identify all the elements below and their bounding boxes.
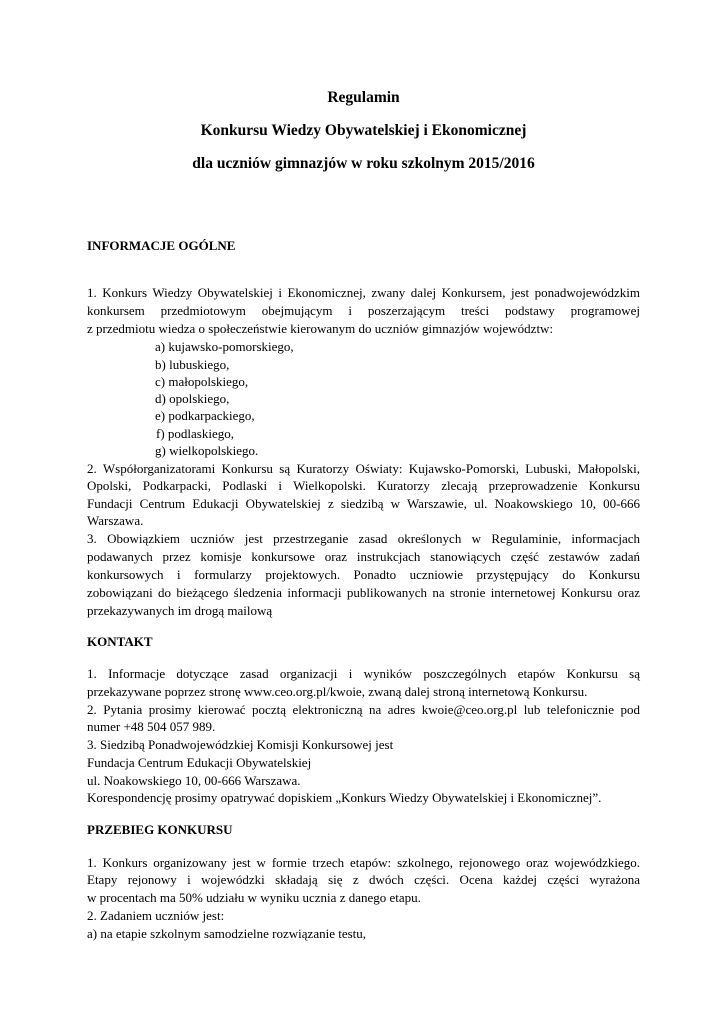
paragraph-line: 1. Informacje dotyczące zasad organizacji i wyników poszczególnych etapów Konkursu są <box>87 666 640 681</box>
list-item: d) opolskiego, <box>155 391 230 406</box>
list-item: e) podkarpackiego, <box>155 408 255 423</box>
paragraph-line: z przedmiotu wiedza o społeczeństwie kierowanym do uczniów gimnazjów województw: <box>87 321 554 336</box>
list-item: f) podlaskiego, <box>156 426 234 441</box>
title-line-1: Regulamin <box>327 89 400 106</box>
paragraph-line: 2. Zadaniem uczniów jest: <box>87 908 225 923</box>
paragraph-line: w procentach ma 50% udziału w wyniku ucznia z danego etapu. <box>87 890 421 905</box>
paragraph-line: zobowiązani do bieżącego śledzenia informacji publikowanych na stronie internetowej Konkursu oraz <box>87 585 640 600</box>
paragraph-line: 2. Pytania prosimy kierować pocztą elektroniczną na adres kwoie@ceo.org.pl lub telefonicznie pod <box>87 702 640 717</box>
list-item: g) wielkopolskiego. <box>155 443 259 458</box>
heading-contact: KONTAKT <box>87 634 153 649</box>
heading-course: PRZEBIEG KONKURSU <box>87 822 233 837</box>
paragraph-line: konkursem przedmiotowym obejmującym i poszerzającym treści podstawy programowej <box>87 303 640 318</box>
paragraph-line: 3. Siedzibą Ponadwojewódzkiej Komisji Konkursowej jest <box>87 737 394 752</box>
paragraph-line: 1. Konkurs Wiedzy Obywatelskiej i Ekonomicznej, zwany dalej Konkursem, jest ponadwojewódzkim <box>87 285 640 300</box>
paragraph-line: a) na etapie szkolnym samodzielne rozwiązanie testu, <box>87 926 367 941</box>
paragraph-line: Warszawa. <box>87 513 144 528</box>
paragraph-line: Etapy rejonowy i wojewódzki składają się z dwóch części. Ocena każdej części wyrażona <box>87 872 640 887</box>
paragraph-line: Fundacja Centrum Edukacji Obywatelskiej <box>87 755 312 770</box>
paragraph-line: Opolski, Podkarpacki, Podlaski i Wielkopolski. Kuratorzy zlecają przeprowadzenie Konkursu <box>87 478 640 493</box>
paragraph-line: numer +48 504 057 989. <box>87 719 216 734</box>
title-line-3: dla uczniów gimnazjów w roku szkolnym 2015/2016 <box>192 155 535 172</box>
paragraph-line: konkursowych i formularzy projektowych. Ponadto uczniowie przystępujący do Konkursu <box>87 567 640 582</box>
paragraph-line: przekazywanych im drogą mailową <box>87 603 273 618</box>
heading-general-info: INFORMACJE OGÓLNE <box>87 238 236 253</box>
paragraph-line: podawanych przez komisje konkursowe oraz instrukcjach stanowiących część zestawów zadań <box>87 549 640 564</box>
paragraph-line: 2. Współorganizatorami Konkursu są Kuratorzy Oświaty: Kujawsko-Pomorski, Lubuski, Małopolski, <box>87 461 640 476</box>
paragraph-line: Fundacji Centrum Edukacji Obywatelskiej z siedzibą w Warszawie, ul. Noakowskiego 10, 00-666 <box>87 496 640 511</box>
paragraph-line: 3. Obowiązkiem uczniów jest przestrzeganie zasad określonych w Regulaminie, informacjach <box>87 531 640 546</box>
paragraph-line: 1. Konkurs organizowany jest w formie trzech etapów: szkolnego, rejonowego oraz wojewódzkiego. <box>87 855 640 870</box>
paragraph-line: ul. Noakowskiego 10, 00-666 Warszawa. <box>87 773 301 788</box>
list-item: a) kujawsko-pomorskiego, <box>155 339 294 354</box>
list-item: c) małopolskiego, <box>155 374 249 389</box>
list-item: b) lubuskiego, <box>155 357 230 372</box>
title-line-2: Konkursu Wiedzy Obywatelskiej i Ekonomicznej <box>200 122 527 139</box>
paragraph-line: przekazywane poprzez stronę www.ceo.org.pl/kwoie, zwaną dalej stroną internetową Konkursu. <box>87 684 588 699</box>
paragraph-line: Korespondencję prosimy opatrywać dopiskiem „Konkurs Wiedzy Obywatelskiej i Ekonomicznej”. <box>87 790 602 805</box>
